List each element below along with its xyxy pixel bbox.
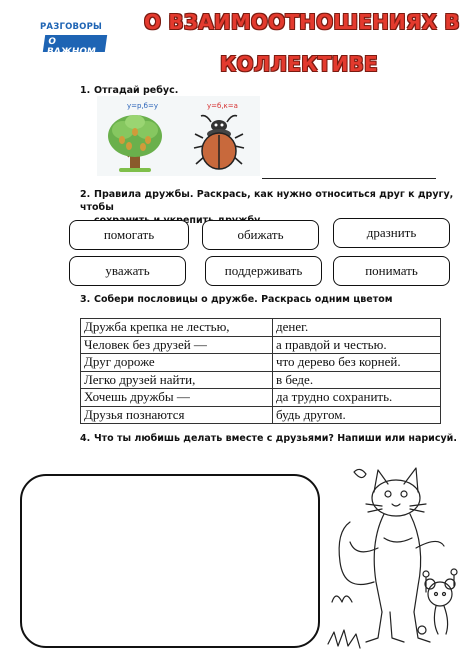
word-box-4[interactable]: уважать [69, 256, 186, 286]
rebus-answer-line[interactable] [262, 178, 436, 179]
task-2-number: 2. [80, 189, 91, 200]
page-title-line-1: О ВЗАИМООТНОШЕНИЯХ В [144, 10, 460, 34]
page-title-line-2: КОЛЛЕКТИВЕ [220, 52, 378, 76]
task-2-line-1: Правила дружбы. Раскрась, как нужно относиться друг к другу, чтобы [80, 189, 454, 213]
cat-and-mouse-illustration [326, 462, 464, 652]
logo [40, 22, 106, 56]
task-2-line-2: укрепить [163, 215, 215, 226]
task-4-text: Что ты любишь делать вместе с друзьями? Напиши или нарисуй. [94, 433, 457, 444]
task-1-number: 1. [80, 85, 91, 96]
table-row [81, 354, 441, 372]
oak-tree-icon [105, 112, 165, 174]
proverb-end[interactable]: да трудно сохранить. [273, 389, 441, 407]
logo-line-2: О ВАЖНОМ [43, 35, 107, 52]
task-3-number: 3. [80, 294, 91, 305]
word-box-3[interactable]: дразнить [333, 218, 450, 248]
table-row [81, 336, 441, 354]
word-box-2[interactable]: обижать [202, 220, 319, 250]
table-row [81, 319, 441, 337]
proverb-end[interactable]: денег. [273, 319, 441, 337]
logo-line-1: РАЗГОВОРЫ [40, 22, 103, 32]
table-row [81, 406, 441, 424]
task-4-number: 4. [80, 433, 91, 444]
rebus-picture [97, 96, 260, 176]
task-1-text: Отгадай ребус. [94, 85, 179, 96]
proverbs-table [80, 318, 441, 424]
rebus-hint-right: у=б,к=а [207, 102, 238, 110]
task-4-heading [80, 432, 457, 445]
word-box-5[interactable]: поддерживать [205, 256, 322, 286]
task-3-text: Собери пословицы о дружбе. Раскрась одним цветом [94, 294, 393, 305]
proverb-end[interactable]: будь другом. [273, 406, 441, 424]
task-3-heading [80, 293, 393, 306]
proverb-end[interactable]: а правдой и честью. [273, 336, 441, 354]
proverb-start[interactable]: Легко друзей найти, [81, 371, 273, 389]
proverb-start[interactable]: Дружба крепка не лестью, [81, 319, 273, 337]
word-box-6[interactable]: понимать [333, 256, 450, 286]
proverb-start[interactable]: Хочешь дружбы — [81, 389, 273, 407]
beetle-icon [191, 112, 247, 174]
drawing-area[interactable] [20, 474, 320, 648]
rebus-hint-left: у=р,б=у [127, 102, 159, 110]
proverb-start[interactable]: Друзья познаются [81, 406, 273, 424]
table-row [81, 389, 441, 407]
table-row [81, 371, 441, 389]
proverb-start[interactable]: Человек без друзей — [81, 336, 273, 354]
proverb-end[interactable]: в беде. [273, 371, 441, 389]
proverb-end[interactable]: что дерево без корней. [273, 354, 441, 372]
proverb-start[interactable]: Друг дороже [81, 354, 273, 372]
word-box-1[interactable]: помогать [69, 220, 189, 250]
